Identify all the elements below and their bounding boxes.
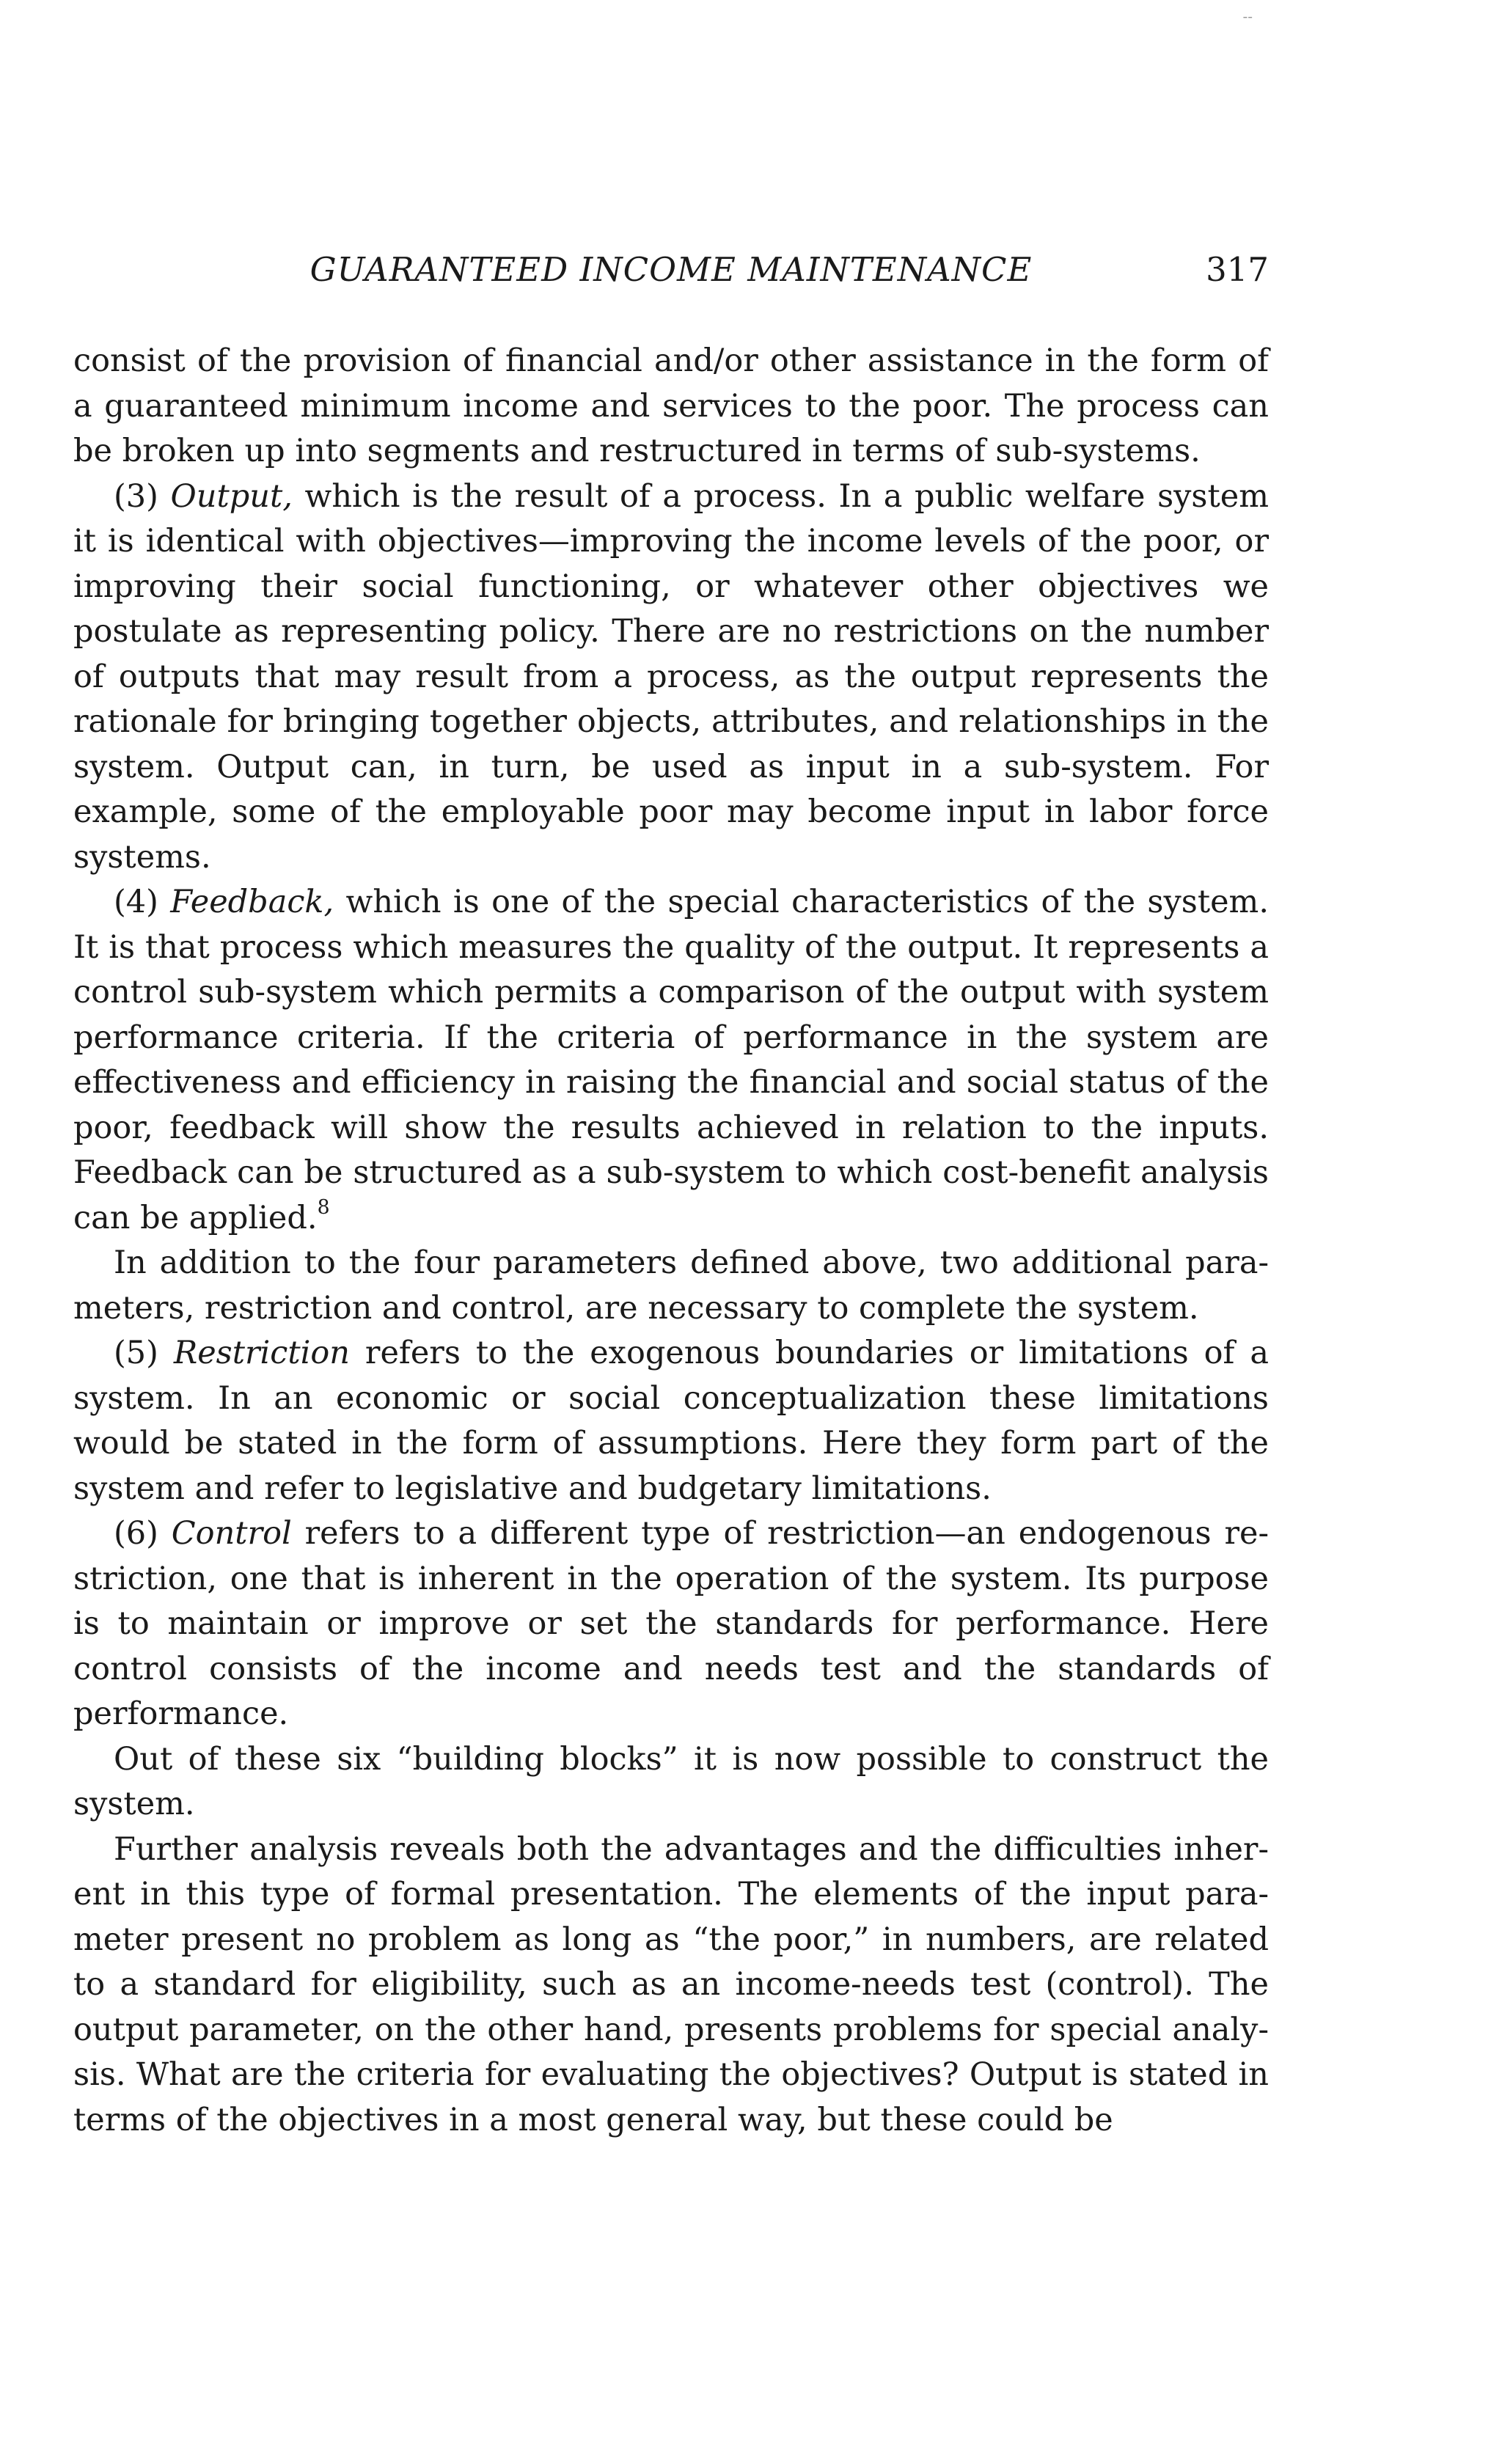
paragraph-text: (4) <box>114 884 171 920</box>
paragraph-text: (5) <box>114 1335 174 1371</box>
defined-term: Output, <box>170 477 293 515</box>
paragraph <box>73 339 1269 474</box>
paragraph <box>73 1331 1269 1511</box>
paragraph <box>73 1511 1269 1737</box>
running-head <box>73 248 1269 292</box>
paragraph-text: Out of these six “building blocks” it is now possible to construct the system. <box>73 1740 1269 1822</box>
paragraph-text: In addition to the four parameters defined above, two additional parameters, restriction and control, are necessary to complete the system. <box>73 1244 1269 1327</box>
defined-term: Feedback, <box>170 884 334 920</box>
paragraph <box>73 474 1269 881</box>
paragraph-text: refers to a different type of restriction—an endogenous restriction, one that is inherent in the operation of the system. Its purpose is to maintain or improve or set the standards for performance. Here control consists of the income and needs test and the standards of performance. <box>73 1515 1270 1732</box>
running-head-title: GUARANTEED INCOME MAINTENANCE <box>309 250 1033 289</box>
page-number: 317 <box>1206 250 1269 289</box>
paragraph <box>73 1737 1269 1827</box>
paragraph <box>73 1241 1269 1331</box>
paragraph <box>73 880 1269 1241</box>
scan-mark: -- <box>1242 7 1253 25</box>
defined-term: Control <box>171 1515 292 1552</box>
paragraph-text: which is the result of a process. In a public welfare system it is identical with objectives—improving the income levels of the poor, or improving their social functioning, or whatever other objectives we postulate as representing policy. There are no restrictions on the number of outputs that may result from a process, as the output represents the rationale for bringing together objects, attributes, and relationships in the system. Output can, in turn, be used as input in a sub-system. For example, some of the employable poor may become input in labor force systems. <box>73 477 1270 876</box>
body-text <box>73 339 1269 2143</box>
paragraph-text: refers to the exogenous boundaries or limitations of a system. In an economic or social conceptualization these limitations would be stated in the form of assumptions. Here they form part of the system and refer to legislative and budgetary limitations. <box>73 1335 1270 1507</box>
footnote-reference: 8 <box>317 1195 330 1219</box>
paragraph-text: consist of the provision of financial and/or other assistance in the form of a guaranteed minimum income and services to the poor. The process can be broken up into segments and restructured in terms of sub-systems. <box>73 342 1269 469</box>
paragraph-text: Further analysis reveals both the advantages and the difficulties inherent in this type of formal presentation. The elements of the input parameter present no problem as long as “the poor,” in numbers, are related to a standard for eligibility, such as an income-needs test (control). The output parameter, on the other hand, presents problems for special analysis. What are the criteria for evaluating the objectives? Output is stated in terms of the objectives in a most general way, but these could be <box>73 1830 1269 2138</box>
paragraph-text: (6) <box>114 1515 172 1552</box>
paragraph-text: (3) <box>114 477 171 515</box>
paragraph <box>73 1827 1269 2144</box>
paragraph-text: which is one of the special characteristics of the system. It is that process which measures the quality of the output. It represents a control sub-system which permits a comparison of the output with system performance criteria. If the criteria of performance in the system are effectiveness and efficiency in raising the financial and social status of the poor, feedback will show the results achieved in relation to the inputs. Feedback can be structured as a sub-system to which cost-benefit analysis can be applied. <box>73 884 1269 1236</box>
defined-term: Restriction <box>173 1335 351 1371</box>
